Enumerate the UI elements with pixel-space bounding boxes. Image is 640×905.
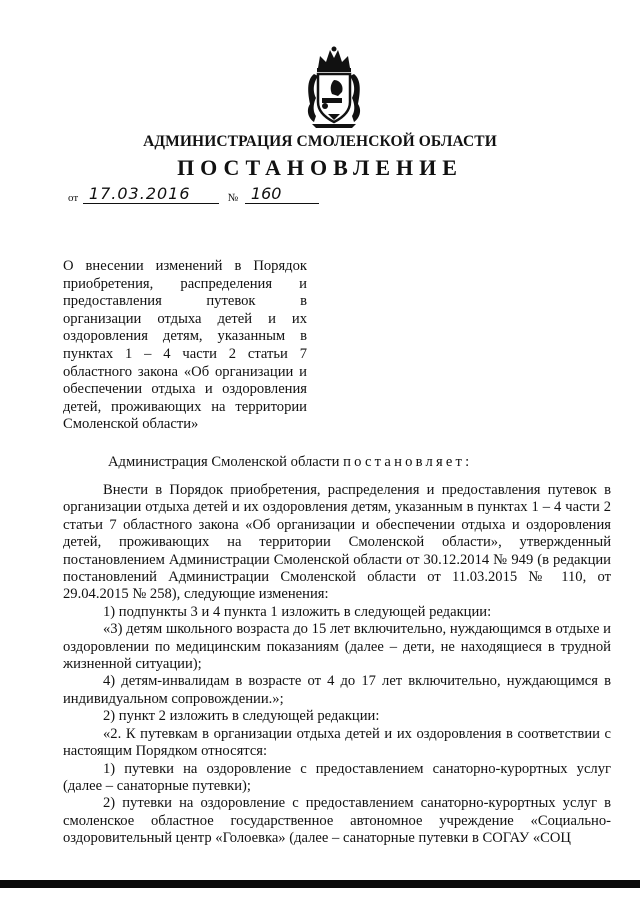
date-number-line bbox=[68, 186, 319, 204]
body-paragraph: 2) пункт 2 изложить в следующей редакции: bbox=[103, 708, 380, 725]
body-paragraph: Внести в Порядок приобретения, распределения и предоставления путевок в организации отдыха детей и их оздоровления детям, указанным в пунктах 1 – 4 части 2 статьи 7 областного закона «Об организации и обеспечении отдыха и оздоровления детей, проживающих на территории Смоленской области», утвержденный постановлением Администрации Смоленской области от 30.12.2014 № 949 (в редакции постановлений Администрации Смоленской области от 11.03.2015 № 110, от 29.04.2015 № 258), следующие изменения: bbox=[63, 482, 611, 603]
preamble-verb: постановляет: bbox=[343, 454, 473, 470]
coat-of-arms-icon bbox=[304, 44, 364, 130]
number-value: 160 bbox=[245, 186, 319, 204]
organization-name: АДМИНИСТРАЦИЯ СМОЛЕНСКОЙ ОБЛАСТИ bbox=[143, 133, 497, 150]
preamble-prefix: Администрация Смоленской области bbox=[108, 454, 340, 470]
body-paragraph: 1) путевки на оздоровление с предоставлением санаторно-курортных услуг (далее – санаторные путевки); bbox=[63, 760, 611, 794]
body-paragraph: «2. К путевкам в организации отдыха детей и их оздоровления в соответствии с настоящим Порядком относятся: bbox=[63, 725, 611, 760]
body-paragraph: 4) детям-инвалидам в возрасте от 4 до 17 лет включительно, нуждающимся в индивидуальном сопровождении.»; bbox=[63, 673, 611, 707]
date-label: от bbox=[68, 192, 79, 204]
body-paragraph: «3) детям школьного возраста до 15 лет включительно, нуждающимся в отдыхе и оздоровлении по медицинским показаниям (далее – дети, не находящиеся в трудной жизненной ситуации); bbox=[63, 621, 611, 673]
document-subject: О внесении изменений в Порядок приобретения, распределения и предоставления путевок в организации отдыха детей и их оздоровления детям, указанным в пунктах 1 – 4 части 2 статьи 7 областного закона «Об организации и обеспечении отдыха и оздоровления детей, проживающих на территории Смоленской области» bbox=[63, 258, 307, 433]
preamble bbox=[108, 454, 472, 471]
number-label: № bbox=[227, 192, 239, 204]
scan-bottom-border bbox=[0, 880, 640, 888]
date-value: 17.03.2016 bbox=[83, 186, 219, 204]
document-type-title: ПОСТАНОВЛЕНИЕ bbox=[177, 155, 463, 180]
body-paragraph: 1) подпункты 3 и 4 пункта 1 изложить в следующей редакции: bbox=[103, 603, 492, 620]
body-paragraph: 2) путевки на оздоровление с предоставлением санаторно-курортных услуг в смоленское областное государственное автономное учреждение «Социально-оздоровительный центр «Голоевка» (далее – санаторные путевки в СОГАУ «СОЦ bbox=[63, 795, 611, 847]
document-body bbox=[63, 482, 611, 848]
